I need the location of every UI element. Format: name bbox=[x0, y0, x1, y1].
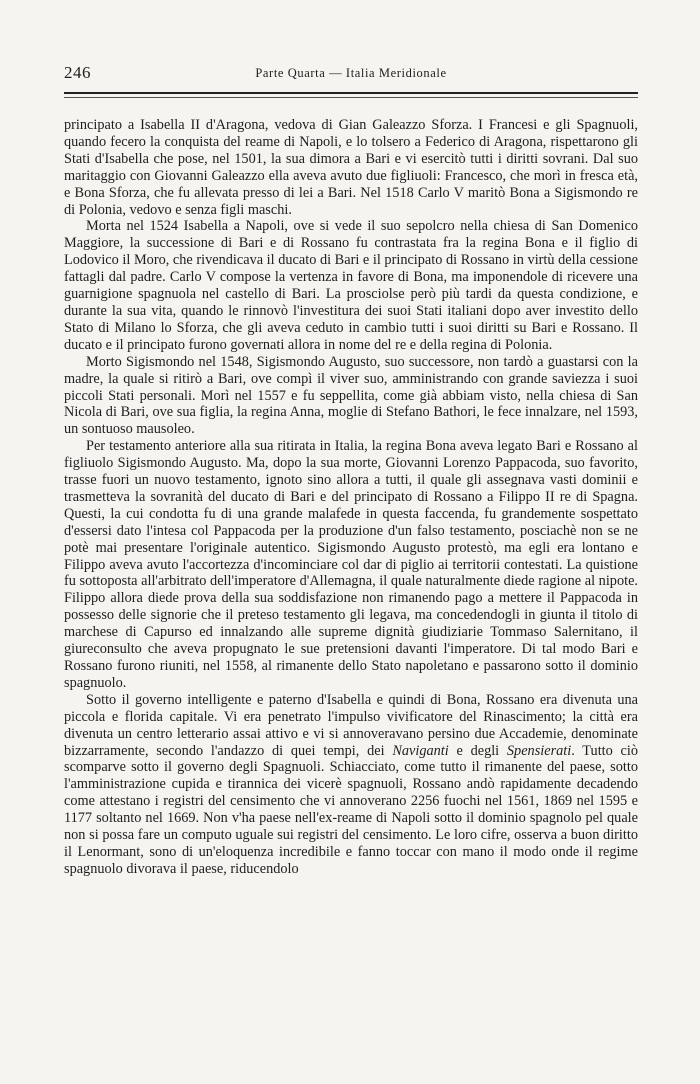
academy-name-naviganti: Naviganti bbox=[392, 742, 449, 759]
paragraph-4: Per testamento anteriore alla sua ritirata in Italia, la regina Bona aveva legato Bari e Rossano al figliuolo Sigismondo Augusto. Ma, dopo la sua morte, Giovanni Lorenzo Pappacoda, suo favorito, trasse fuori un nuovo testamento, ignoto sino allora a tutti, il quale gli assegnava vasti dominii e trasmetteva la sovranità del ducato di Bari e del principato di Rossano a Filippo II re di Spagna. Questi, la cui condotta fu di una grande malafede in questa faccenda, fu grandemente sospettato d'essersi dato l'intesa col Pappacoda per la produzione d'un falso testamento, posciachè non se ne potè mai presentare l'originale autentico. Sigismondo Augusto protestò, ma egli era lontano e Filippo aveva avuto l'accortezza d'incominciare col dar di piglio ai territorii contestati. La quistione fu sottoposta all'arbitrato dell'imperatore d'Allemagna, il quale naturalmente diede ragione al nipote. Filippo allora diede prova della sua soddisfazione non rimanendo pago a mettere il Pappacoda in possesso delle signorie che il preteso testamento gli legava, ma concedendogli in giunta il titolo di marchese di Capurso ed innalzando alle supreme dignità giudiziarie Tommaso Salernitano, il giureconsulto che aveva propugnato le sue pretensioni davanti l'imperatore. Di tal modo Bari e Rossano furono riuniti, nel 1558, al rimanente dello Stato napoletano e passarono sotto il dominio spagnuolo. bbox=[64, 438, 638, 691]
paragraph-5-part-1: Sotto il governo intelligente e paterno d'Isabella e quindi di Bona, Rossano era divenuta una piccola e florida capitale. Vi era penetrato l'impulso vivificatore del Rinascimento; la città era divenuta un centro letterario assai attivo e vi si annoveravano persino due Accademie, denominate bizzarramente, secondo l'andazzo di quei tempi, dei bbox=[64, 691, 638, 759]
academy-name-spensierati: Spensierati bbox=[506, 742, 572, 759]
body-text bbox=[64, 117, 638, 878]
header-rule-thin bbox=[64, 97, 638, 98]
page-header bbox=[64, 63, 638, 85]
paragraph-1: principato a Isabella II d'Aragona, vedova di Gian Galeazzo Sforza. I Francesi e gli Spagnuoli, quando fecero la conquista del reame di Napoli, e lo tolsero a Federico di Aragona, rispettarono gli Stati d'Isabella che pose, nel 1501, la sua dimora a Bari e vi esercitò tutti i diritti sovrani. Dal suo maritaggio con Giovanni Galeazzo ella aveva avuto due figliuoli: Francesco, che morì in fresca età, e Bona Sforza, che fu allevata presso di lei a Bari. Nel 1518 Carlo V maritò Bona a Sigismondo re di Polonia, vedovo e senza figli maschi. bbox=[64, 117, 638, 218]
running-title: Parte Quarta — Italia Meridionale bbox=[255, 66, 447, 80]
header-rule bbox=[64, 92, 638, 94]
paragraph-5-part-2: e degli bbox=[448, 742, 507, 759]
page-number: 246 bbox=[64, 63, 91, 82]
paragraph-3: Morto Sigismondo nel 1548, Sigismondo Augusto, suo successore, non tardò a guastarsi con la madre, la quale si ritirò a Bari, ove compì il viver suo, amministrando con grande saviezza i suoi piccoli Stati personali. Morì nel 1557 e fu seppellita, come già abbiam visto, nella chiesa di San Nicola di Bari, ove sua figlia, la regina Anna, moglie di Stefano Bathori, le fece innalzare, nel 1593, un sontuoso mausoleo. bbox=[64, 353, 638, 438]
paragraph-5 bbox=[64, 692, 638, 878]
paragraph-5-part-3: . Tutto ciò scomparve sotto il governo degli Spagnuoli. Schiacciato, come tutto il rimanente del paese, sotto l'amministrazione cupida e tirannica dei vicerè spagnuoli, Rossano andò rapidamente decadendo come attestano i registri del censimento che vi annoverano 2256 fuochi nel 1561, 1869 nel 1595 e 1177 soltanto nel 1669. Non v'ha paese nell'ex-reame di Napoli sotto il dominio spagnolo pel quale non si possa fare un computo uguale sui registri del censimento. Le loro cifre, osserva a buon diritto il Lenormant, sono di un'eloquenza incredibile e fanno toccar con mano il modo onde il regime spagnuolo divorava il paese, riducendolo bbox=[64, 742, 638, 877]
paragraph-2: Morta nel 1524 Isabella a Napoli, ove si vede il suo sepolcro nella chiesa di San Domenico Maggiore, la successione di Bari e di Rossano fu contrastata fra la regina Bona e il figlio di Lodovico il Moro, che rivendicava il ducato di Bari e il principato di Rossano in virtù della cessione fattagli dal padre. Carlo V compose la vertenza in favore di Bona, ma imponendole di ricevere una guarnigione spagnuola nel castello di Bari. La prosciolse però più tardi da questa condizione, e durante la sua vita, quando le rinnovò l'investitura dei suoi Stati italiani dopo aver investito dello Stato di Milano lo Sforza, che gli aveva ceduto in cambio tutti i suoi diritti su Bari e Rossano. Il ducato e il principato furono governati allora in nome del re e della regina di Polonia. bbox=[64, 218, 638, 353]
